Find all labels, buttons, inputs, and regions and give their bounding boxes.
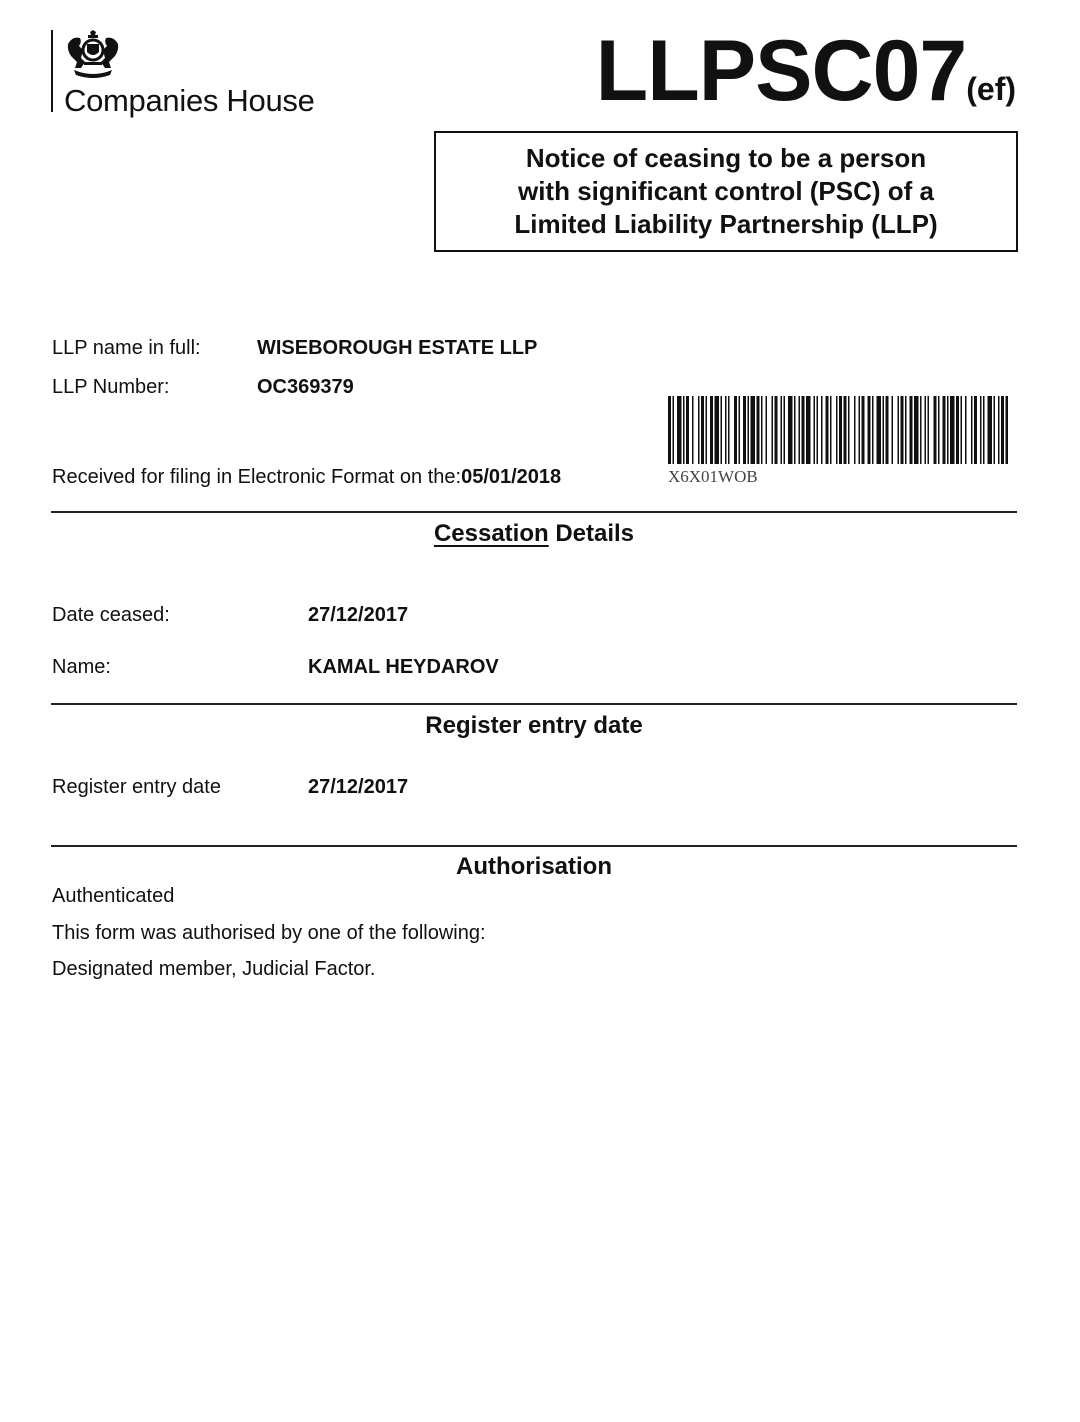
barcode-bar (971, 396, 973, 464)
barcode-bar (920, 396, 922, 464)
barcode-bar (910, 396, 913, 464)
barcode-bar (772, 396, 774, 464)
barcode-bar (983, 396, 985, 464)
register-entry-value: 27/12/2017 (308, 776, 409, 798)
barcode-bar (757, 396, 760, 464)
llp-number-label: LLP Number: (52, 376, 170, 398)
barcode-bar (794, 396, 796, 464)
barcode-bar (775, 396, 778, 464)
date-ceased-value: 27/12/2017 (308, 604, 409, 626)
authorisation-status: Authenticated (52, 885, 175, 907)
barcode-bar (961, 396, 963, 464)
form-code-main: LLPSC07 (595, 23, 967, 119)
barcode-bar (956, 396, 959, 464)
cessation-title-underlined: Cessation (433, 520, 549, 547)
section-divider (51, 511, 1017, 513)
barcode-bar (934, 396, 937, 464)
barcode-bar (673, 396, 675, 464)
section-divider (51, 703, 1017, 705)
form-title-box (434, 131, 1018, 252)
barcode-bar (898, 396, 900, 464)
barcode-bar (839, 396, 842, 464)
barcode-bar (925, 396, 927, 464)
barcode-bar (950, 396, 955, 464)
barcode-bar (725, 396, 727, 464)
barcode-bar (817, 396, 819, 464)
section-divider (51, 845, 1017, 847)
barcode-bar (761, 396, 763, 464)
barcode-bar (892, 396, 894, 464)
barcode-bar (854, 396, 856, 464)
authorisation-roles: Designated member, Judicial Factor. (52, 958, 376, 980)
barcode-bar (848, 396, 850, 464)
barcode-bar (826, 396, 829, 464)
barcode-bar (728, 396, 730, 464)
barcode-bar (706, 396, 708, 464)
cessation-section-title (51, 520, 1017, 548)
barcode-bar (830, 396, 832, 464)
barcode-bar (859, 396, 861, 464)
barcode-bar (886, 396, 889, 464)
barcode-bar (781, 396, 783, 464)
barcode-bar (905, 396, 907, 464)
barcode-bar (739, 396, 741, 464)
barcode-bar (710, 396, 713, 464)
barcode-bar (938, 396, 940, 464)
llp-name-label: LLP name in full: (52, 337, 201, 359)
barcode-bar (788, 396, 793, 464)
barcode-bar (814, 396, 816, 464)
barcode-bar (821, 396, 823, 464)
barcode-bar (698, 396, 700, 464)
psc-name-label: Name: (52, 656, 111, 678)
barcode-bar (721, 396, 723, 464)
cessation-title-rest: Details (548, 520, 635, 547)
register-section-title: Register entry date (425, 712, 643, 739)
received-line (52, 466, 561, 489)
barcode-bar (1006, 396, 1009, 464)
barcode-bar (862, 396, 865, 464)
barcode-bar (980, 396, 982, 464)
received-label: Received for filing in Electronic Format on the: (52, 466, 462, 488)
barcode-bar (784, 396, 786, 464)
barcode-bar (715, 396, 720, 464)
barcode-bar (766, 396, 768, 464)
barcode-bar (877, 396, 882, 464)
barcode-bar (872, 396, 874, 464)
barcode-bar (734, 396, 737, 464)
date-ceased-label: Date ceased: (52, 604, 170, 626)
llp-name-value: WISEBOROUGH ESTATE LLP (257, 337, 538, 359)
barcode (668, 396, 1008, 464)
barcode-bar (701, 396, 704, 464)
form-code-suffix: (ef) (966, 71, 1016, 107)
barcode-bar (914, 396, 919, 464)
barcode-bar (943, 396, 946, 464)
barcode-bar (928, 396, 930, 464)
royal-coat-of-arms-icon (64, 30, 122, 78)
barcode-bar (692, 396, 694, 464)
received-date: 05/01/2018 (461, 466, 562, 488)
barcode-bar (802, 396, 805, 464)
register-entry-label: Register entry date (52, 776, 221, 798)
barcode-bar (686, 396, 689, 464)
barcode-bar (677, 396, 682, 464)
barcode-text: X6X01WOB (668, 467, 758, 486)
barcode-bar (844, 396, 847, 464)
barcode-bar (1001, 396, 1004, 464)
logo-divider (51, 30, 53, 112)
barcode-bar (751, 396, 756, 464)
form-code (595, 23, 1016, 119)
barcode-bar (965, 396, 967, 464)
barcode-bar (974, 396, 977, 464)
barcode-bar (668, 396, 671, 464)
barcode-bar (683, 396, 685, 464)
barcode-bar (806, 396, 811, 464)
barcode-bar (947, 396, 949, 464)
barcode-bar (748, 396, 750, 464)
llp-number-value: OC369379 (257, 376, 354, 398)
barcode-bar (994, 396, 996, 464)
barcode-bar (836, 396, 838, 464)
barcode-bar (901, 396, 904, 464)
authorisation-note: This form was authorised by one of the following: (52, 922, 486, 944)
barcode-bar (998, 396, 1000, 464)
authorisation-section-title: Authorisation (456, 853, 612, 880)
psc-name-value: KAMAL HEYDAROV (308, 656, 499, 678)
barcode-bar (988, 396, 993, 464)
barcode-bar (868, 396, 871, 464)
barcode-bar (743, 396, 746, 464)
form-title: Notice of ceasing to be a person with significant control (PSC) of a Limited Liability Partnership (LLP) (514, 143, 938, 239)
barcode-bar (799, 396, 801, 464)
organization-name: Companies House (64, 83, 315, 118)
barcode-bar (883, 396, 885, 464)
